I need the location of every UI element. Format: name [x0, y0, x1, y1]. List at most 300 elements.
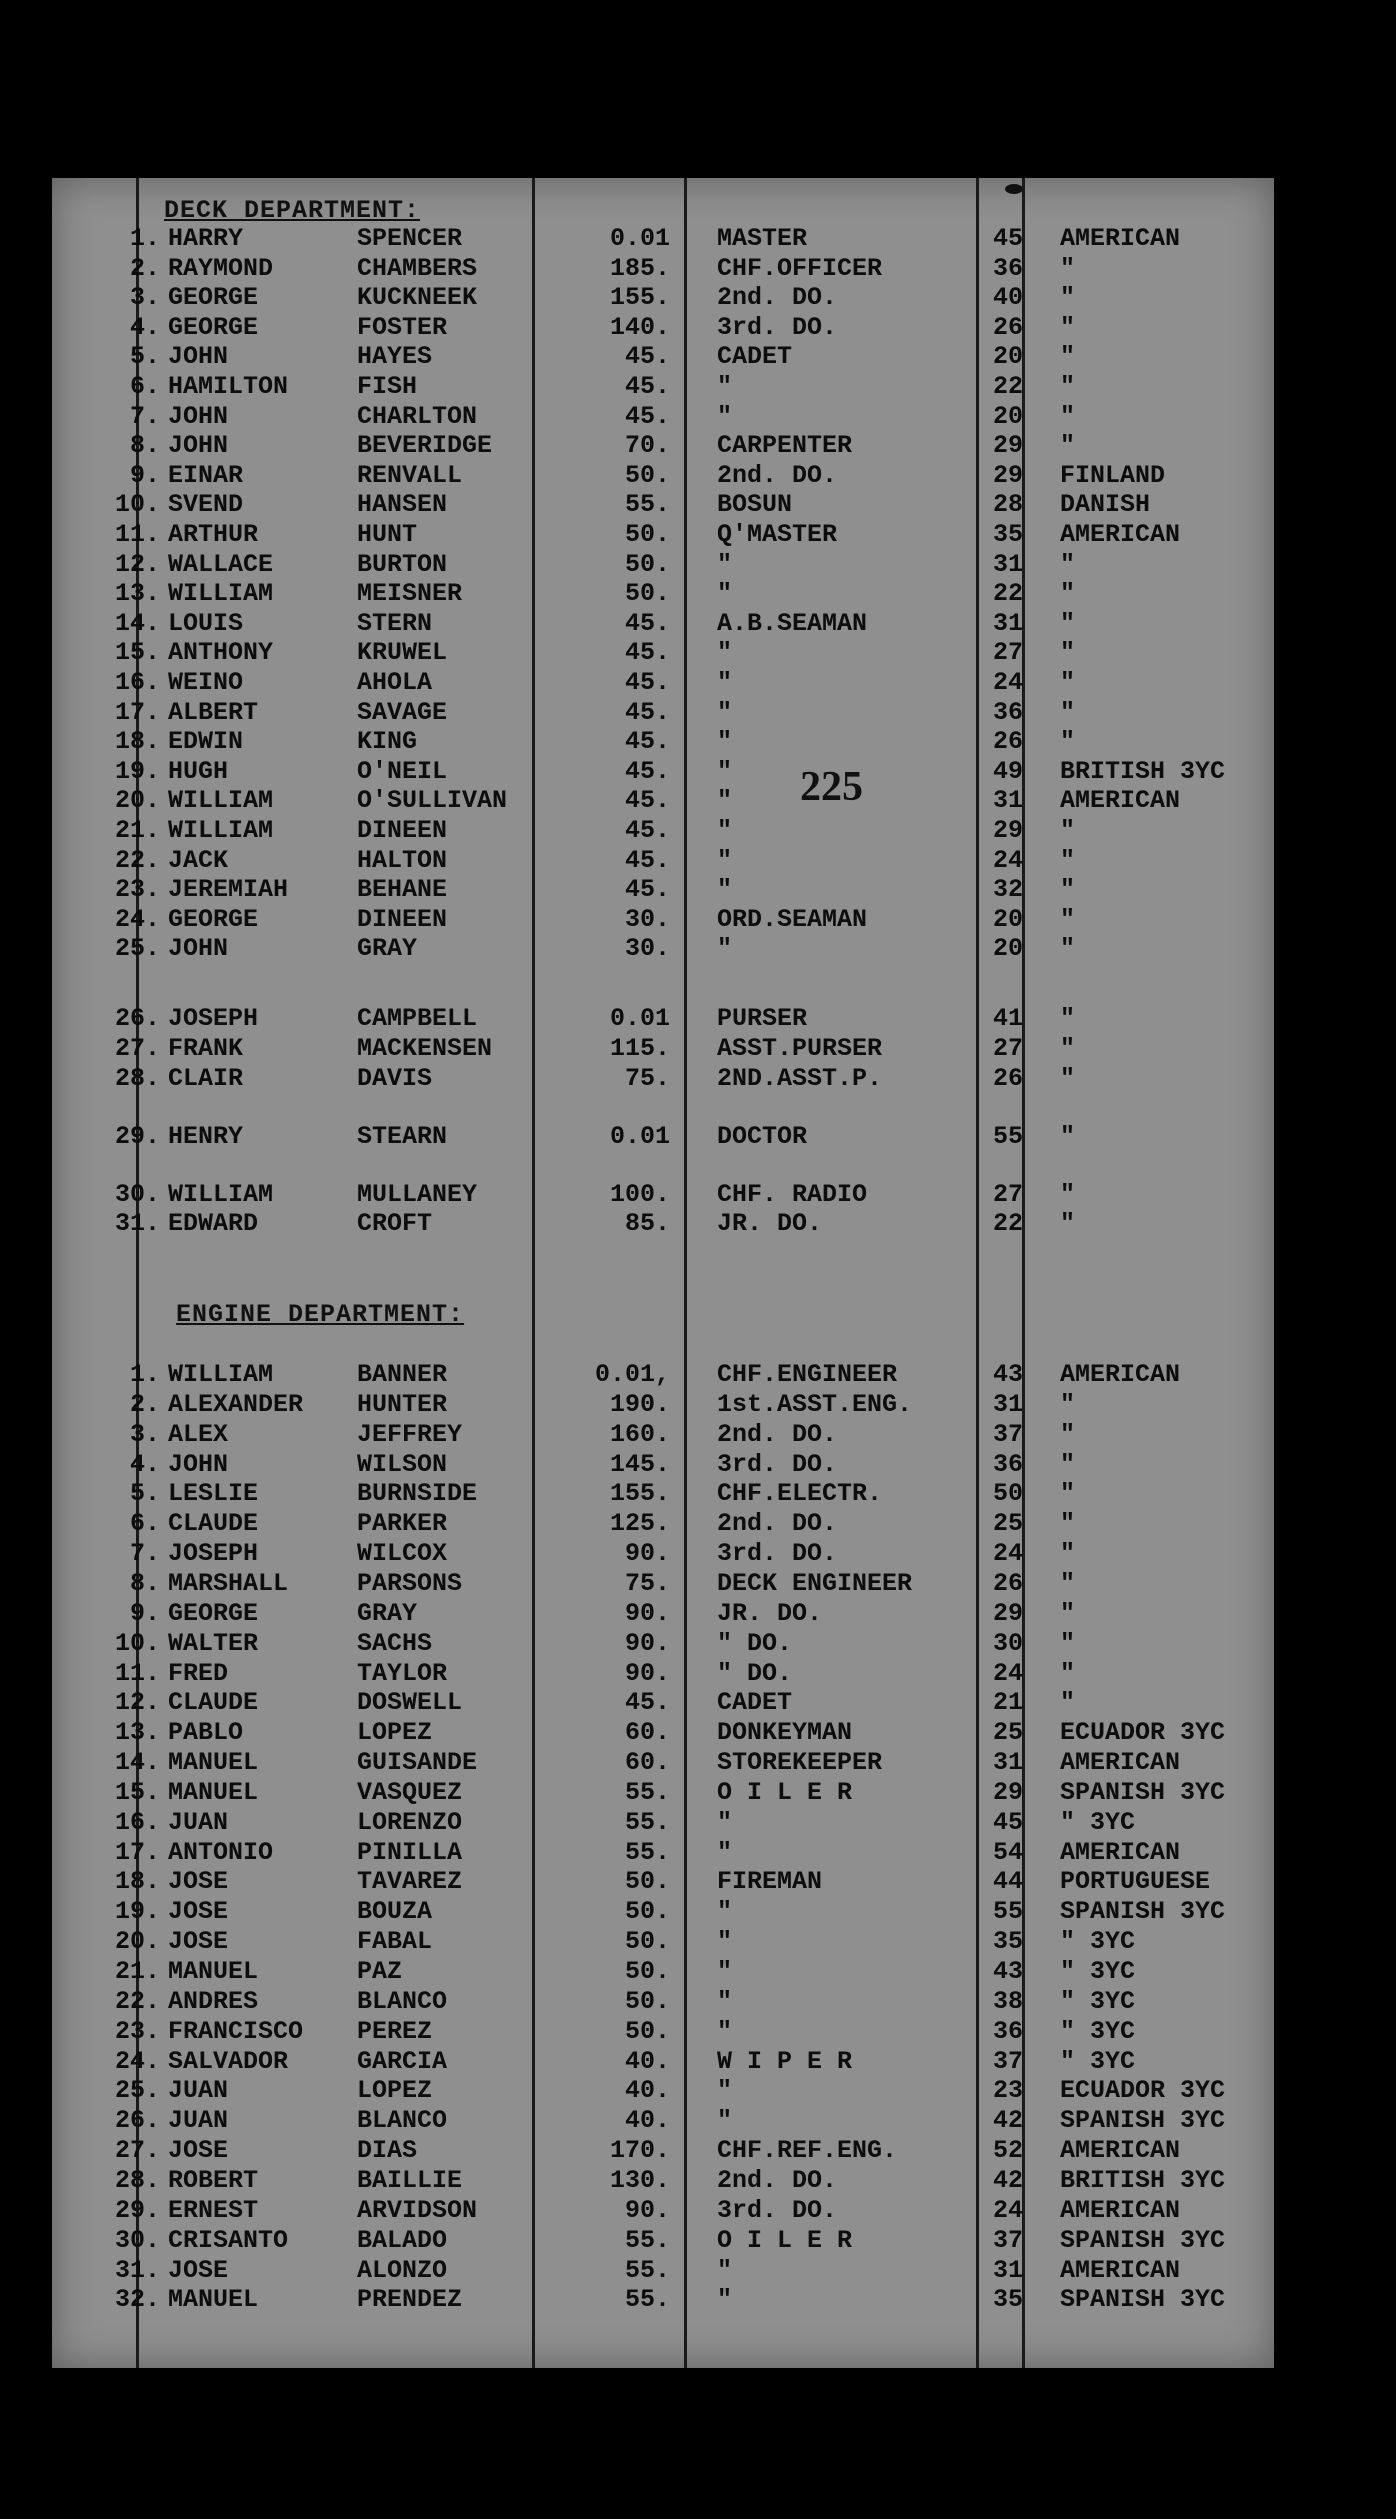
crew-rating: "	[717, 845, 733, 875]
crew-row	[52, 1718, 1274, 1748]
crew-wage: 85.	[624, 1209, 670, 1238]
crew-rating: "	[717, 934, 733, 964]
crew-row	[52, 1509, 1274, 1539]
crew-first: JOSE	[168, 2136, 229, 2166]
crew-wage: 55.	[624, 2225, 670, 2255]
crew-rating: FIREMAN	[717, 1867, 823, 1897]
crew-wage: 90.	[624, 1598, 670, 1628]
crew-age: 27	[992, 1034, 1023, 1063]
crew-age: 43	[992, 1957, 1023, 1986]
crew-first: GEORGE	[168, 904, 259, 934]
crew-nat: FINLAND	[1060, 460, 1166, 490]
crew-first: HENRY	[168, 1122, 244, 1151]
crew-wage: 115.	[609, 1034, 670, 1063]
crew-age: 36	[992, 1449, 1023, 1479]
crew-row	[52, 520, 1274, 550]
crew-last: MULLANEY	[357, 1180, 478, 1209]
crew-no: 6.	[129, 372, 160, 401]
crew-age: 26	[992, 1568, 1023, 1598]
crew-last: KRUWEL	[357, 638, 448, 668]
crew-no: 13.	[114, 579, 160, 609]
crew-nat: AMERICAN	[1060, 2195, 1181, 2225]
crew-no: 21.	[114, 816, 160, 845]
crew-row	[52, 638, 1274, 668]
crew-wage: 45.	[624, 786, 670, 816]
crew-wage: 50.	[624, 460, 670, 490]
crew-nat: SPANISH 3YC	[1060, 1777, 1226, 1807]
crew-rating: W I P E R	[717, 2046, 853, 2076]
crew-wage: 90.	[624, 1539, 670, 1569]
crew-wage: 40.	[624, 2046, 670, 2076]
crew-rating: "	[717, 1986, 733, 2016]
crew-row	[52, 342, 1274, 372]
crew-rating: "	[717, 756, 733, 786]
crew-first: GEORGE	[168, 283, 259, 313]
crew-age: 31	[992, 549, 1023, 579]
crew-age: 37	[992, 2046, 1023, 2076]
crew-row	[52, 254, 1274, 284]
crew-nat: "	[1060, 697, 1076, 727]
crew-nat: "	[1060, 1509, 1076, 1539]
crew-rating: 2nd. DO.	[717, 460, 838, 490]
crew-row	[52, 757, 1274, 787]
crew-age: 24	[992, 845, 1023, 875]
crew-row	[52, 1987, 1274, 2017]
crew-first: ANTHONY	[168, 638, 274, 668]
crew-no: 23.	[114, 875, 160, 905]
crew-rating: CHF. RADIO	[717, 1180, 868, 1209]
crew-rating: "	[717, 1897, 733, 1927]
crew-age: 31	[992, 2255, 1023, 2285]
crew-nat: ECUADOR 3YC	[1060, 1718, 1226, 1748]
crew-row	[52, 786, 1274, 816]
crew-nat: "	[1060, 431, 1076, 461]
crew-first: ANDRES	[168, 1986, 259, 2016]
crew-wage: 55.	[624, 1777, 670, 1807]
crew-wage: 160.	[609, 1419, 670, 1449]
crew-rating: "	[717, 2076, 733, 2106]
crew-last: CROFT	[357, 1209, 433, 1238]
crew-no: 15.	[114, 1777, 160, 1807]
crew-no: 30.	[114, 1180, 160, 1209]
crew-last: FABAL	[357, 1927, 433, 1957]
crew-row	[52, 2017, 1274, 2047]
deck-department-heading: DECK DEPARTMENT:	[164, 196, 421, 225]
crew-nat: "	[1060, 1180, 1076, 1209]
crew-nat: "	[1060, 1389, 1076, 1419]
crew-row	[52, 1688, 1274, 1718]
crew-first: JOHN	[168, 1449, 229, 1479]
crew-nat: "	[1060, 1004, 1076, 1033]
crew-wage: 45.	[624, 697, 670, 727]
crew-last: DAVIS	[357, 1064, 433, 1093]
crew-no: 22.	[114, 845, 160, 875]
crew-age: 41	[992, 1004, 1023, 1033]
crew-last: HUNT	[357, 520, 418, 549]
crew-first: ALEXANDER	[168, 1389, 304, 1419]
crew-no: 18.	[114, 1867, 160, 1897]
crew-no: 9.	[129, 1598, 160, 1628]
crew-first: PABLO	[168, 1718, 244, 1748]
crew-age: 45	[992, 1807, 1023, 1837]
crew-first: EDWIN	[168, 727, 244, 757]
crew-nat: " 3YC	[1060, 1957, 1136, 1986]
crew-age: 24	[992, 2195, 1023, 2225]
crew-no: 20.	[114, 786, 160, 816]
crew-first: FRANCISCO	[168, 2016, 304, 2046]
crew-nat: PORTUGUESE	[1060, 1867, 1211, 1897]
crew-rating: "	[717, 549, 733, 579]
crew-first: JOHN	[168, 401, 229, 431]
crew-wage: 0.01	[609, 1122, 670, 1151]
crew-last: ARVIDSON	[357, 2195, 478, 2225]
crew-first: JOSE	[168, 1927, 229, 1957]
crew-row	[52, 579, 1274, 609]
crew-row	[52, 905, 1274, 935]
crew-nat: AMERICAN	[1060, 786, 1181, 816]
crew-wage: 45.	[624, 638, 670, 668]
crew-first: MANUEL	[168, 1777, 259, 1807]
crew-last: MEISNER	[357, 579, 463, 609]
crew-first: RAYMOND	[168, 253, 274, 283]
crew-rating: "	[717, 1807, 733, 1837]
crew-last: AHOLA	[357, 668, 433, 697]
crew-rating: STOREKEEPER	[717, 1748, 883, 1778]
crew-rating: CHF.ELECTR.	[717, 1479, 883, 1509]
crew-rating: CHF.REF.ENG.	[717, 2136, 898, 2166]
crew-row	[52, 727, 1274, 757]
crew-nat: "	[1060, 1539, 1076, 1569]
crew-rating: 3rd. DO.	[717, 312, 838, 342]
crew-rating: "	[717, 697, 733, 727]
crew-age: 29	[992, 1598, 1023, 1628]
crew-rating: " DO.	[717, 1628, 793, 1658]
ink-mark	[1005, 184, 1023, 194]
crew-row	[52, 372, 1274, 402]
crew-age: 30	[992, 1628, 1023, 1658]
crew-rating: CARPENTER	[717, 431, 853, 461]
crew-wage: 185.	[609, 253, 670, 283]
crew-no: 12.	[114, 1688, 160, 1718]
crew-age: 29	[992, 460, 1023, 490]
crew-row	[52, 2047, 1274, 2077]
crew-nat: SPANISH 3YC	[1060, 2106, 1226, 2136]
crew-row	[52, 461, 1274, 491]
crew-no: 17.	[114, 1837, 160, 1867]
crew-first: WALTER	[168, 1628, 259, 1658]
crew-first: ERNEST	[168, 2195, 259, 2225]
crew-age: 22	[992, 372, 1023, 401]
crew-no: 29.	[114, 1122, 160, 1151]
crew-wage: 155.	[609, 283, 670, 313]
crew-age: 35	[992, 2285, 1023, 2315]
crew-last: GUISANDE	[357, 1748, 478, 1778]
crew-rating: "	[717, 1837, 733, 1867]
crew-nat: "	[1060, 1479, 1076, 1509]
crew-first: SALVADOR	[168, 2046, 289, 2076]
crew-row	[52, 1209, 1274, 1239]
crew-row	[52, 431, 1274, 461]
crew-nat: "	[1060, 579, 1076, 609]
crew-age: 27	[992, 1180, 1023, 1209]
crew-wage: 60.	[624, 1748, 670, 1778]
crew-no: 28.	[114, 1064, 160, 1093]
crew-age: 21	[992, 1688, 1023, 1718]
crew-nat: "	[1060, 372, 1076, 401]
crew-wage: 45.	[624, 668, 670, 697]
crew-age: 24	[992, 668, 1023, 697]
crew-wage: 190.	[609, 1389, 670, 1419]
crew-age: 25	[992, 1509, 1023, 1539]
crew-first: LOUIS	[168, 608, 244, 638]
crew-last: DINEEN	[357, 904, 448, 934]
crew-age: 26	[992, 727, 1023, 757]
crew-no: 27.	[114, 1034, 160, 1063]
crew-nat: "	[1060, 934, 1076, 964]
crew-wage: 55.	[624, 1837, 670, 1867]
crew-last: BALADO	[357, 2225, 448, 2255]
crew-first: WALLACE	[168, 549, 274, 579]
crew-nat: " 3YC	[1060, 1986, 1136, 2016]
crew-wage: 45.	[624, 816, 670, 845]
crew-wage: 50.	[624, 1957, 670, 1986]
crew-wage: 0.01	[609, 1004, 670, 1033]
crew-first: CLAIR	[168, 1064, 244, 1093]
crew-wage: 125.	[609, 1509, 670, 1539]
crew-row	[52, 1539, 1274, 1569]
crew-no: 19.	[114, 756, 160, 786]
crew-row	[52, 1659, 1274, 1689]
crew-wage: 45.	[624, 727, 670, 757]
crew-no: 23.	[114, 2016, 160, 2046]
crew-last: PARKER	[357, 1509, 448, 1539]
crew-last: O'SULLIVAN	[357, 786, 508, 816]
crew-nat: " 3YC	[1060, 1927, 1136, 1957]
crew-rating: "	[717, 2285, 733, 2315]
crew-last: HANSEN	[357, 490, 448, 520]
crew-age: 31	[992, 1389, 1023, 1419]
crew-first: GEORGE	[168, 1598, 259, 1628]
crew-first: JUAN	[168, 1807, 229, 1837]
crew-no: 7.	[129, 401, 160, 431]
crew-age: 24	[992, 1658, 1023, 1688]
crew-no: 24.	[114, 904, 160, 934]
crew-row	[52, 1838, 1274, 1868]
crew-age: 55	[992, 1122, 1023, 1151]
crew-age: 26	[992, 1064, 1023, 1093]
crew-rating: "	[717, 875, 733, 905]
crew-nat: SPANISH 3YC	[1060, 2225, 1226, 2255]
engine-department-heading: ENGINE DEPARTMENT:	[176, 1300, 465, 1329]
crew-first: MANUEL	[168, 2285, 259, 2315]
crew-first: MANUEL	[168, 1748, 259, 1778]
crew-nat: SPANISH 3YC	[1060, 2285, 1226, 2315]
crew-nat: "	[1060, 1122, 1076, 1151]
crew-last: WILCOX	[357, 1539, 448, 1569]
crew-nat: AMERICAN	[1060, 224, 1181, 253]
crew-age: 20	[992, 904, 1023, 934]
crew-row	[52, 668, 1274, 698]
crew-no: 29.	[114, 2195, 160, 2225]
crew-nat: BRITISH 3YC	[1060, 756, 1226, 786]
crew-wage: 45.	[624, 401, 670, 431]
crew-wage: 50.	[624, 1867, 670, 1897]
crew-first: JOSEPH	[168, 1539, 259, 1569]
crew-nat: "	[1060, 1034, 1076, 1063]
crew-nat: " 3YC	[1060, 2016, 1136, 2046]
crew-age: 42	[992, 2165, 1023, 2195]
crew-wage: 45.	[624, 342, 670, 372]
crew-age: 49	[992, 756, 1023, 786]
crew-no: 1.	[129, 224, 160, 253]
crew-no: 16.	[114, 1807, 160, 1837]
crew-no: 14.	[114, 1748, 160, 1778]
crew-first: WILLIAM	[168, 786, 274, 816]
crew-row	[52, 2076, 1274, 2106]
crew-rating: DECK ENGINEER	[717, 1568, 913, 1598]
crew-wage: 90.	[624, 2195, 670, 2225]
crew-nat: "	[1060, 401, 1076, 431]
crew-last: LORENZO	[357, 1807, 463, 1837]
crew-no: 5.	[129, 342, 160, 372]
crew-last: PEREZ	[357, 2016, 433, 2046]
crew-wage: 45.	[624, 1688, 670, 1718]
crew-first: MANUEL	[168, 1957, 259, 1986]
crew-last: BURTON	[357, 549, 448, 579]
crew-nat: AMERICAN	[1060, 1837, 1181, 1867]
crew-row	[52, 846, 1274, 876]
crew-last: PARSONS	[357, 1568, 463, 1598]
crew-no: 16.	[114, 668, 160, 697]
crew-last: CHARLTON	[357, 401, 478, 431]
crew-last: BLANCO	[357, 1986, 448, 2016]
crew-nat: AMERICAN	[1060, 2255, 1181, 2285]
crew-first: JOSEPH	[168, 1004, 259, 1033]
crew-wage: 30.	[624, 934, 670, 964]
crew-no: 10.	[114, 490, 160, 520]
crew-last: PAZ	[357, 1957, 403, 1986]
crew-rating: PURSER	[717, 1004, 808, 1033]
crew-wage: 50.	[624, 549, 670, 579]
crew-age: 31	[992, 1748, 1023, 1778]
crew-wage: 45.	[624, 756, 670, 786]
crew-age: 43	[992, 1360, 1023, 1389]
crew-nat: SPANISH 3YC	[1060, 1897, 1226, 1927]
crew-last: ALONZO	[357, 2255, 448, 2285]
crew-first: HUGH	[168, 756, 229, 786]
crew-age: 54	[992, 1837, 1023, 1867]
crew-first: EINAR	[168, 460, 244, 490]
crew-no: 11.	[114, 1658, 160, 1688]
crew-age: 29	[992, 1777, 1023, 1807]
crew-last: DINEEN	[357, 816, 448, 845]
crew-nat: "	[1060, 1209, 1076, 1238]
crew-no: 26.	[114, 2106, 160, 2136]
crew-wage: 145.	[609, 1449, 670, 1479]
crew-age: 29	[992, 431, 1023, 461]
crew-wage: 50.	[624, 579, 670, 609]
crew-row	[52, 1004, 1274, 1034]
crew-last: VASQUEZ	[357, 1777, 463, 1807]
crew-no: 10.	[114, 1628, 160, 1658]
crew-rating: "	[717, 638, 733, 668]
crew-no: 17.	[114, 697, 160, 727]
crew-first: FRANK	[168, 1034, 244, 1063]
crew-rating: O I L E R	[717, 1777, 853, 1807]
crew-row	[52, 1957, 1274, 1987]
crew-row	[52, 1778, 1274, 1808]
crew-no: 20.	[114, 1927, 160, 1957]
crew-last: LOPEZ	[357, 2076, 433, 2106]
crew-wage: 55.	[624, 490, 670, 520]
crew-row	[52, 1064, 1274, 1094]
crew-age: 29	[992, 816, 1023, 845]
crew-wage: 50.	[624, 520, 670, 549]
crew-row	[52, 1360, 1274, 1390]
crew-last: FISH	[357, 372, 418, 401]
crew-row	[52, 2196, 1274, 2226]
crew-no: 26.	[114, 1004, 160, 1033]
crew-rating: ORD.SEAMAN	[717, 904, 868, 934]
crew-age: 36	[992, 697, 1023, 727]
crew-first: CLAUDE	[168, 1509, 259, 1539]
crew-nat: "	[1060, 875, 1076, 905]
crew-last: TAVAREZ	[357, 1867, 463, 1897]
crew-age: 37	[992, 1419, 1023, 1449]
crew-no: 15.	[114, 638, 160, 668]
crew-last: BEVERIDGE	[357, 431, 493, 461]
crew-wage: 55.	[624, 2255, 670, 2285]
crew-last: BURNSIDE	[357, 1479, 478, 1509]
crew-rating: "	[717, 2106, 733, 2136]
crew-no: 27.	[114, 2136, 160, 2166]
crew-rating: JR. DO.	[717, 1598, 823, 1628]
crew-rating: "	[717, 816, 733, 845]
crew-age: 38	[992, 1986, 1023, 2016]
crew-rating: "	[717, 786, 733, 816]
crew-rating: CADET	[717, 1688, 793, 1718]
crew-age: 24	[992, 1539, 1023, 1569]
crew-no: 2.	[129, 1389, 160, 1419]
crew-no: 8.	[129, 431, 160, 461]
crew-wage: 100.	[609, 1180, 670, 1209]
crew-wage: 45.	[624, 845, 670, 875]
crew-first: JACK	[168, 845, 229, 875]
crew-row	[52, 934, 1274, 964]
crew-age: 35	[992, 1927, 1023, 1957]
crew-no: 3.	[129, 283, 160, 313]
crew-nat: "	[1060, 727, 1076, 757]
page-number-stamp: 225	[800, 764, 863, 810]
crew-no: 1.	[129, 1360, 160, 1389]
crew-no: 25.	[114, 934, 160, 964]
crew-first: WILLIAM	[168, 816, 274, 845]
crew-last: SACHS	[357, 1628, 433, 1658]
crew-row	[52, 313, 1274, 343]
crew-wage: 90.	[624, 1628, 670, 1658]
crew-rating: JR. DO.	[717, 1209, 823, 1238]
crew-rating: O I L E R	[717, 2225, 853, 2255]
crew-rating: "	[717, 727, 733, 757]
crew-wage: 50.	[624, 1897, 670, 1927]
crew-first: FRED	[168, 1658, 229, 1688]
crew-rating: DOCTOR	[717, 1122, 808, 1151]
crew-no: 4.	[129, 312, 160, 342]
crew-last: DIAS	[357, 2136, 418, 2166]
crew-no: 22.	[114, 1986, 160, 2016]
crew-wage: 60.	[624, 1718, 670, 1748]
crew-row	[52, 283, 1274, 313]
